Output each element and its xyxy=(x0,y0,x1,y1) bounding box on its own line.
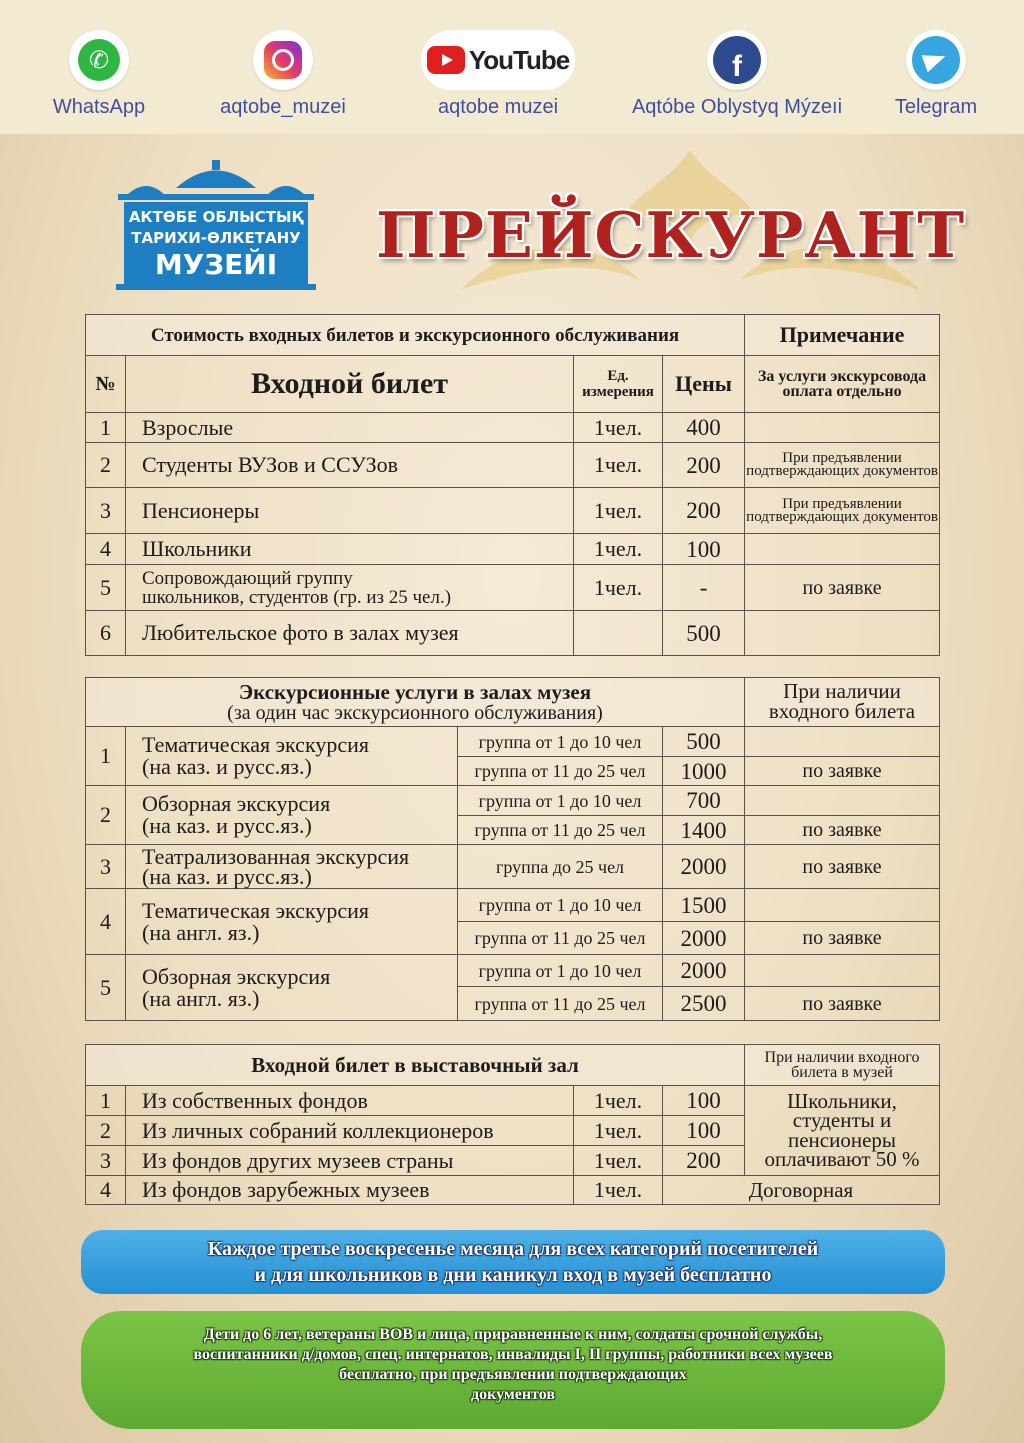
row-price: 400 xyxy=(663,413,745,443)
logo-text-line3: МУЗЕЙІ xyxy=(154,248,278,281)
youtube-logo-text: YouTube xyxy=(468,44,570,75)
row-number: 3 xyxy=(86,845,126,889)
telegram-label: Telegram xyxy=(894,96,978,118)
row-price: 200 xyxy=(663,1146,745,1176)
social-facebook[interactable] xyxy=(612,30,862,119)
row-group: группа от 1 до 10 чел xyxy=(458,786,663,816)
table-row xyxy=(86,443,940,488)
row-note xyxy=(745,534,940,565)
row-name: Пенсионеры xyxy=(126,488,574,534)
row-unit xyxy=(574,611,663,656)
row-unit: 1чел. xyxy=(574,1146,663,1176)
excursion-table xyxy=(85,677,940,1021)
row-note xyxy=(745,611,940,656)
row-price: 200 xyxy=(663,443,745,488)
row-name: Школьники xyxy=(126,534,574,565)
exhibition-table xyxy=(85,1044,940,1205)
col-unit-header: Ед. измерения xyxy=(574,356,663,413)
table-row xyxy=(86,565,940,611)
row-name xyxy=(126,955,458,1021)
museum-logo xyxy=(116,158,316,290)
row-name: Из личных собраний коллекционеров xyxy=(126,1116,574,1146)
table2-header xyxy=(86,678,745,727)
row-price: Договорная xyxy=(663,1176,940,1205)
table-row xyxy=(86,889,940,922)
row-price: 1400 xyxy=(663,816,745,845)
col-price-header: Цены xyxy=(663,356,745,413)
banner2-line1: Дети до 6 лет, ветераны ВОВ и лица, приравненные к ним, солдаты срочной службы, xyxy=(203,1326,823,1343)
row-name-line1: Обзорная экскурсия xyxy=(142,791,331,816)
col-name-header: Входной билет xyxy=(126,356,574,413)
free-entry-banner xyxy=(81,1311,945,1429)
logo-text-line1: АКТӨБЕ ОБЛЫСТЫҚ xyxy=(128,208,304,226)
table-row xyxy=(86,1176,940,1205)
table-row xyxy=(86,611,940,656)
row-name: Из собственных фондов xyxy=(126,1086,574,1116)
row-group: группа от 1 до 10 чел xyxy=(458,889,663,922)
row-unit: 1чел. xyxy=(574,413,663,443)
row-number: 2 xyxy=(86,786,126,845)
row-name-line2: (на каз. и русс.яз.) xyxy=(142,863,312,889)
social-instagram[interactable] xyxy=(203,30,363,119)
row-price: 200 xyxy=(663,488,745,534)
row-price: 2500 xyxy=(663,987,745,1021)
row-note: При предъявлении подтверждающих документов xyxy=(745,488,940,534)
row-name xyxy=(126,565,574,611)
row-note: по заявке xyxy=(745,816,940,845)
row-number: 5 xyxy=(86,955,126,1021)
row-number: 4 xyxy=(86,1176,126,1205)
table-row xyxy=(86,488,940,534)
table1-header: Стоимость входных билетов и экскурсионного обслуживания xyxy=(86,315,745,356)
row-price: 1500 xyxy=(663,889,745,922)
table3-note-header: При наличии входного билета в музей xyxy=(745,1045,940,1086)
row-name-line1: Обзорная экскурсия xyxy=(142,963,331,989)
row-price: 100 xyxy=(663,534,745,565)
row-unit: 1чел. xyxy=(574,1086,663,1116)
row-number: 2 xyxy=(86,1116,126,1146)
facebook-icon: f xyxy=(707,30,767,90)
row-number: 4 xyxy=(86,534,126,565)
social-telegram[interactable] xyxy=(884,30,988,119)
table-row xyxy=(86,955,940,987)
row-note xyxy=(745,955,940,987)
row-group: группа до 25 чел xyxy=(458,845,663,889)
row-note xyxy=(745,786,940,816)
row-number: 3 xyxy=(86,1146,126,1176)
row-price: 2000 xyxy=(663,845,745,889)
row-unit: 1чел. xyxy=(574,1176,663,1205)
row-group: группа от 1 до 10 чел xyxy=(458,727,663,757)
row-name-line1: Сопровождающий группу xyxy=(142,567,353,589)
row-name-line2: (на каз. и русс.яз.) xyxy=(142,754,312,779)
row-unit: 1чел. xyxy=(574,443,663,488)
row-group: группа от 1 до 10 чел xyxy=(458,955,663,987)
row-price: 2000 xyxy=(663,955,745,987)
row-name xyxy=(126,727,458,786)
row-number: 2 xyxy=(86,443,126,488)
row-name-line2: (на англ. яз.) xyxy=(142,919,260,945)
telegram-icon xyxy=(906,30,966,90)
row-number: 1 xyxy=(86,413,126,443)
table-row xyxy=(86,1086,940,1116)
table-row xyxy=(86,727,940,757)
row-note: по заявке xyxy=(745,845,940,889)
banner2-line4: документов xyxy=(471,1386,555,1403)
table3-note-body: Школьники, студенты и пенсионеры оплачивают 50 % xyxy=(745,1086,940,1176)
table2-header-line1: Экскурсионные услуги в залах музея xyxy=(238,679,592,704)
table2-note-header: При наличии входного билета xyxy=(745,678,940,727)
col-num-header: № xyxy=(86,356,126,413)
row-note: по заявке xyxy=(745,922,940,955)
row-number: 5 xyxy=(86,565,126,611)
row-name xyxy=(126,786,458,845)
whatsapp-label: WhatsApp xyxy=(52,96,146,118)
row-name: Из фондов зарубежных музеев xyxy=(126,1176,574,1205)
row-number: 3 xyxy=(86,488,126,534)
row-group: группа от 11 до 25 чел xyxy=(458,922,663,955)
row-note: по заявке xyxy=(745,987,940,1021)
col-note-header: За услуги экскурсовода оплата отдельно xyxy=(745,356,940,413)
row-note: При предъявлении подтверждающих документов xyxy=(745,443,940,488)
row-unit: 1чел. xyxy=(574,1116,663,1146)
row-name: Любительское фото в залах музея xyxy=(126,611,574,656)
table1-note-header: Примечание xyxy=(745,315,940,356)
row-number: 1 xyxy=(86,727,126,786)
row-name-line2: школьников, студентов (гр. из 25 чел.) xyxy=(142,586,452,608)
row-price: 500 xyxy=(663,611,745,656)
row-group: группа от 11 до 25 чел xyxy=(458,987,663,1021)
row-name-line2: (на англ. яз.) xyxy=(142,985,260,1011)
row-note xyxy=(745,889,940,922)
row-price: 700 xyxy=(663,786,745,816)
social-whatsapp[interactable] xyxy=(44,30,154,119)
free-sunday-banner xyxy=(81,1230,945,1294)
row-name-line2: (на каз. и русс.яз.) xyxy=(142,813,312,838)
row-unit: 1чел. xyxy=(574,488,663,534)
row-unit: 1чел. xyxy=(574,565,663,611)
row-price: - xyxy=(663,565,745,611)
row-price: 2000 xyxy=(663,922,745,955)
youtube-label: aqtobe muzei xyxy=(437,96,559,118)
row-price: 500 xyxy=(663,727,745,757)
row-note xyxy=(745,727,940,757)
row-name: Студенты ВУЗов и ССУЗов xyxy=(126,443,574,488)
table2-header-line2: (за один час экскурсионного обслуживания) xyxy=(227,701,603,724)
row-price: 1000 xyxy=(663,757,745,786)
youtube-icon xyxy=(421,30,575,90)
row-name-line1: Тематическая экскурсия xyxy=(142,897,369,923)
row-number: 1 xyxy=(86,1086,126,1116)
instagram-label: aqtobe_muzei xyxy=(220,96,346,118)
table3-header: Входной билет в выставочный зал xyxy=(86,1045,745,1086)
table-row xyxy=(86,786,940,816)
table-row xyxy=(86,845,940,889)
row-name-line1: Тематическая экскурсия xyxy=(142,732,369,757)
page-title: ПРЕЙСКУРАНТ xyxy=(376,198,966,272)
table-row xyxy=(86,534,940,565)
row-name: Из фондов других музеев страны xyxy=(126,1146,574,1176)
facebook-label: Aqtóbe Oblystyq Mýzeıi xyxy=(631,96,843,118)
social-youtube[interactable] xyxy=(418,30,578,119)
row-number: 4 xyxy=(86,889,126,955)
table-row xyxy=(86,413,940,443)
row-price: 100 xyxy=(663,1086,745,1116)
row-group: группа от 11 до 25 чел xyxy=(458,757,663,786)
banner2-line2: воспитанники д/домов, спец. интернатов, инвалиды I, II группы, работники всех музеев xyxy=(193,1346,833,1363)
instagram-icon xyxy=(253,30,313,90)
row-name: Взрослые xyxy=(126,413,574,443)
row-note: по заявке xyxy=(745,565,940,611)
banner1-line1: Каждое третье воскресенье месяца для всех категорий посетителей xyxy=(207,1238,819,1260)
whatsapp-icon: ✆ xyxy=(69,30,129,90)
logo-text-line2: ТАРИХИ-ӨЛКЕТАНУ xyxy=(131,229,301,247)
banner1-line2: и для школьников в дни каникул вход в музей бесплатно xyxy=(254,1264,772,1286)
row-name xyxy=(126,889,458,955)
row-name-line1: Театрализованная экскурсия xyxy=(142,843,410,869)
row-note: по заявке xyxy=(745,757,940,786)
row-name xyxy=(126,845,458,889)
row-group: группа от 11 до 25 чел xyxy=(458,816,663,845)
row-note xyxy=(745,413,940,443)
row-unit: 1чел. xyxy=(574,534,663,565)
row-price: 100 xyxy=(663,1116,745,1146)
ticket-price-table xyxy=(85,314,940,656)
banner2-line3: бесплатно, при предъявлении подтверждающих xyxy=(339,1366,687,1383)
row-number: 6 xyxy=(86,611,126,656)
